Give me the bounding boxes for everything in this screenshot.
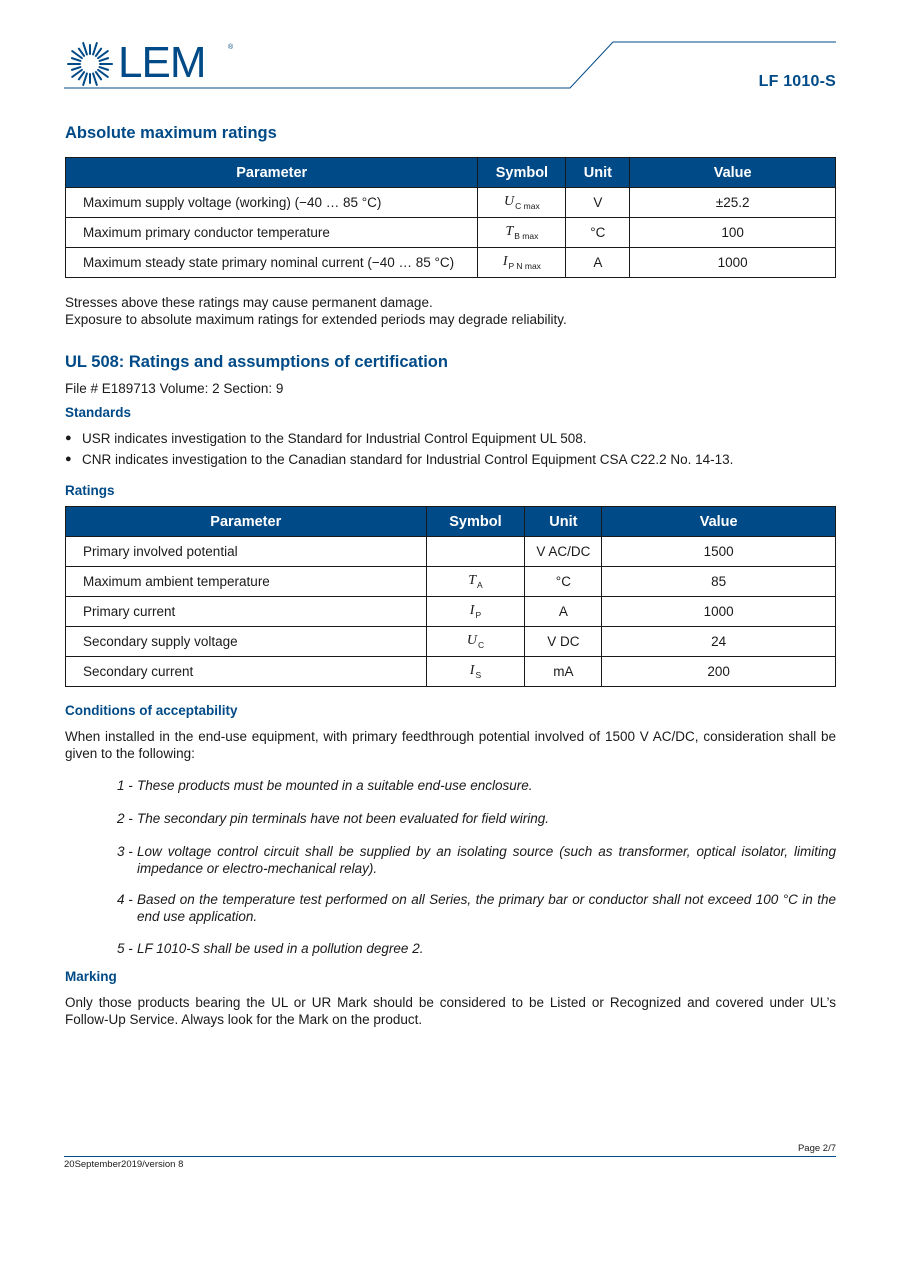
conditions-intro: When installed in the end-use equipment, with primary feedthrough potential involved of 1500 V AC/DC, consideration shall be given to the following: [65,729,836,761]
column-header: Symbol [426,507,525,537]
value-cell: ±25.2 [630,188,836,218]
condition-item: 4 - Based on the temperature test performed on all Series, the primary bar or conductor shall not exceed 100 °C in the end use application. [117,892,836,924]
value-cell: 24 [602,627,836,657]
logo-ray [100,67,109,70]
param-cell: Maximum supply voltage (working) (−40 … 85 °C) [66,188,478,218]
logo-ray [93,43,97,54]
version-label: 20September2019/version 8 [64,1159,184,1170]
unit-cell: V [566,188,630,218]
unit-cell: °C [566,218,630,248]
sun-burst-icon [66,40,114,88]
unit-cell: A [525,597,602,627]
param-cell: Primary involved potential [66,537,427,567]
logo-ray [72,58,81,61]
symbol-cell: $U_C$ [426,627,525,657]
marking-title: Marking [65,969,117,984]
logo-ray [93,74,97,85]
column-header: Parameter [66,158,478,188]
ratings-title: Ratings [65,483,115,498]
value-cell: 100 [630,218,836,248]
stress-note: Stresses above these ratings may cause permanent damage. [65,295,433,310]
table-header-row [66,158,836,188]
value-cell: 200 [602,657,836,687]
symbol-cell: $I_P$ [426,597,525,627]
value-cell: 1500 [602,537,836,567]
section-title-ul508: UL 508: Ratings and assumptions of certification [65,353,448,371]
unit-cell: V AC/DC [525,537,602,567]
symbol-cell: $T_A$ [426,567,525,597]
file-reference: File # E189713 Volume: 2 Section: 9 [65,381,284,396]
logo-ray [83,43,87,54]
symbol-cell: $I_S$ [426,657,525,687]
table-header-row [66,507,836,537]
value-cell: 85 [602,567,836,597]
column-header: Symbol [478,158,566,188]
logo-ray [96,72,101,79]
logo-ray [96,49,101,56]
logo-wordmark: LEM [118,38,206,87]
column-header: Unit [525,507,602,537]
table-row [66,597,836,627]
logo-ray [83,74,87,85]
unit-cell: °C [525,567,602,597]
column-header: Value [630,158,836,188]
list-item: ● USR indicates investigation to the Standard for Industrial Control Equipment UL 508. [65,430,836,447]
logo-ray [72,67,81,70]
param-cell: Secondary current [66,657,427,687]
column-header: Value [602,507,836,537]
conditions-title: Conditions of acceptability [65,703,238,718]
param-cell: Secondary supply voltage [66,627,427,657]
column-header: Parameter [66,507,427,537]
symbol-cell [426,537,525,567]
param-cell: Maximum steady state primary nominal current (−40 … 85 °C) [66,248,478,278]
standards-title: Standards [65,405,132,420]
table-row [66,627,836,657]
condition-item: 5 - LF 1010-S shall be used in a pollution degree 2. [117,941,424,956]
standards-list [65,430,836,472]
condition-item: 2 - The secondary pin terminals have not been evaluated for field wiring. [117,811,549,826]
value-cell: 1000 [630,248,836,278]
param-cell: Maximum primary conductor temperature [66,218,478,248]
table-row [66,248,836,278]
marking-text: Only those products bearing the UL or UR Mark should be considered to be Listed or Recognized and covered under UL’s Follow-Up Service. Always look for the Mark on the product. [65,995,836,1027]
product-code: LF 1010-S [758,73,836,90]
list-item: ● CNR indicates investigation to the Canadian standard for Industrial Control Equipment CSA C22.2 No. 14-13. [65,451,836,468]
registered-mark: ® [228,44,234,51]
condition-item: 3 - Low voltage control circuit shall be supplied by an isolating source (such as transformer, optical isolator, limiting impedance or electro-mechanical relay). [117,844,836,876]
absolute-max-table [65,157,836,278]
value-cell: 1000 [602,597,836,627]
section-title-absolute-max: Absolute maximum ratings [65,124,277,142]
page-number: Page 2/7 [797,1143,836,1154]
table-row [66,537,836,567]
table-row [66,218,836,248]
column-header: Unit [566,158,630,188]
footer-rule [64,1156,836,1157]
param-cell: Maximum ambient temperature [66,567,427,597]
unit-cell: V DC [525,627,602,657]
unit-cell: mA [525,657,602,687]
symbol-cell: $T_{B max}$ [478,218,566,248]
logo-ray [79,72,84,79]
symbol-cell: $U_{C max}$ [478,188,566,218]
exposure-note: Exposure to absolute maximum ratings for extended periods may degrade reliability. [65,312,567,327]
table-row [66,657,836,687]
logo-ray [100,58,109,61]
table-row [66,188,836,218]
param-cell: Primary current [66,597,427,627]
condition-item: 1 - These products must be mounted in a suitable end-use enclosure. [117,778,533,793]
ul-ratings-table [65,506,836,687]
logo-ray [79,49,84,56]
lem-logo [66,40,246,88]
symbol-cell: $I_{P N max}$ [478,248,566,278]
table-row [66,567,836,597]
unit-cell: A [566,248,630,278]
